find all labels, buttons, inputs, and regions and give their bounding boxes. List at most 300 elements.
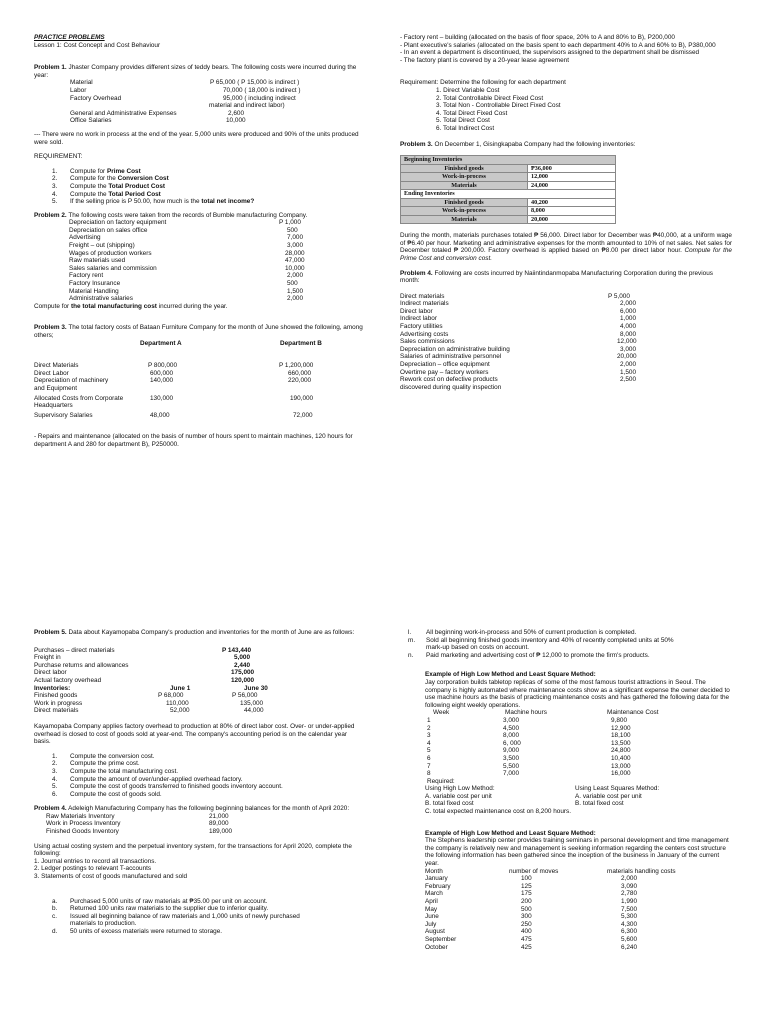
- requirement-item: 5. Total Direct Cost: [436, 117, 490, 125]
- requirement-item: [52, 183, 364, 191]
- expected-cost-item: C. total expected maintenance cost on 8,200 hours.: [425, 808, 572, 816]
- problem-4b-step: 2. Ledger postings to relevant T-accounts: [34, 865, 152, 873]
- dept-a-value: 600,000: [150, 369, 174, 377]
- inventory-label: Work in progress: [34, 699, 83, 707]
- beginning-inventories-header: Beginning Inventories: [401, 156, 616, 165]
- month-cell: October: [425, 943, 448, 951]
- week-cell: 5: [427, 747, 431, 755]
- cost-row: [34, 669, 364, 677]
- cost-value: 2,000: [620, 300, 636, 308]
- cost-value: 2,000: [620, 361, 636, 369]
- june-30-value: P 56,000: [232, 692, 258, 700]
- example-2-paragraph: The Stephens leadership center provides training seminars in personal development and time management the company is relatively new and management is seeking information regarding the centers cost structure the following information has been gathered since the inception of the business in January of the current year.: [425, 837, 729, 868]
- cost-value: 10,000: [226, 117, 246, 125]
- june-1-value: P 68,000: [158, 692, 184, 700]
- item-bold: total net income?: [201, 198, 255, 206]
- month-cell: March: [425, 890, 443, 898]
- transaction-item: [52, 920, 364, 928]
- dept-a-value: 48,000: [150, 411, 170, 419]
- item-letter: b.: [52, 905, 58, 913]
- table-row: [425, 725, 732, 733]
- cost-row: [400, 300, 732, 308]
- item-number: 2.: [52, 760, 58, 768]
- requirement-item: 1. Direct Variable Cost: [436, 86, 500, 94]
- requirement-item: [52, 768, 364, 776]
- item-number: 5.: [52, 783, 58, 791]
- dept-b-value: 72,000: [293, 411, 313, 419]
- item-text: Compute for the: [70, 175, 118, 183]
- cost-label: Overtime pay – factory workers: [400, 368, 489, 376]
- moves-cell: 300: [521, 913, 532, 921]
- cost-value: 3,000: [620, 345, 636, 353]
- table-row: [34, 362, 364, 370]
- june-30-header: June 30: [244, 684, 268, 692]
- cost-cell: 4,300: [621, 920, 637, 928]
- item-letter: l.: [408, 629, 412, 636]
- problem-4b-heading: Problem 4.: [34, 805, 67, 813]
- cost-label: Direct labor: [400, 307, 433, 315]
- item-text: Sold all beginning finished goods inventory and 40% of recently completed units at 50%: [426, 636, 674, 644]
- item-letter: c.: [52, 912, 57, 920]
- requirement-item: [52, 791, 364, 799]
- hours-cell: 7,000: [503, 770, 519, 778]
- cost-row: [70, 110, 364, 118]
- item-text: Compute the: [70, 182, 109, 190]
- department-b-header: Department B: [280, 339, 322, 347]
- problem-1-heading: Problem 1.: [34, 64, 67, 72]
- cost-row: [70, 95, 364, 103]
- problem-2-intro: [34, 212, 364, 220]
- hours-cell: 8,000: [503, 732, 519, 740]
- ask-text: Compute for: [34, 302, 71, 310]
- problem-5-heading: Problem 5.: [34, 629, 67, 636]
- problem-4b-text: Adeleigh Manufacturing Company has the following beginning balances for the month of April 2020:: [68, 805, 350, 813]
- item-number: 1.: [52, 752, 58, 760]
- inventory-value: 40,200: [528, 198, 616, 207]
- cost-value: 20,000: [617, 353, 637, 361]
- cost-row: [400, 323, 732, 331]
- problem-5-paragraph: Kayamopaba Company applies factory overhead to production at 80% of direct labor cost. Over- or under-applied overhead is closed to cost of goods sold at year-end. The company's accounting period is on the calendar year basis.: [34, 722, 355, 746]
- item-text: mark-up based on costs on account.: [426, 644, 530, 652]
- item-bold: Conversion Cost: [117, 175, 169, 183]
- inventories-header: [34, 685, 364, 693]
- cost-cell: 16,000: [611, 770, 631, 778]
- column-header: Month: [425, 867, 443, 875]
- inventory-value: ₱36,000: [528, 164, 616, 173]
- problem-2-costs: [69, 219, 364, 303]
- inventory-label: Work-in-process: [401, 173, 528, 182]
- left-top-column: [34, 34, 364, 449]
- cost-value: 12,000: [617, 338, 637, 346]
- requirement-item: [52, 753, 364, 761]
- inventories-table: [400, 155, 616, 224]
- cost-label: Depreciation on factory equipment: [69, 219, 167, 227]
- cost-label: Material Handling: [69, 287, 119, 295]
- table-row: [401, 215, 616, 224]
- moves-cell: 125: [521, 882, 532, 890]
- problem-3-text: The total factory costs of Bataan Furniture Company for the month of June showed the following, among others;: [34, 324, 363, 339]
- balance-value: 21,000: [209, 812, 229, 820]
- moves-cell: 500: [521, 905, 532, 913]
- cost-value: P 1,000: [279, 219, 301, 227]
- cost-value: 120,000: [231, 676, 255, 684]
- problem-5-intro: [34, 629, 364, 637]
- transaction-item: [408, 637, 732, 645]
- item-text: materials to production.: [70, 920, 137, 928]
- ask-bold: the total manufacturing cost: [70, 302, 157, 310]
- cost-cell: 13,500: [611, 739, 631, 747]
- june-1-value: 110,000: [166, 699, 189, 707]
- cost-label: Salaries of administrative personnel: [400, 353, 502, 361]
- inventory-row: [34, 700, 364, 708]
- june-30-value: 44,000: [244, 707, 264, 715]
- method-row: [425, 800, 732, 808]
- cost-label: Depreciation – office equipment: [400, 361, 490, 369]
- item-letter: n.: [408, 651, 414, 659]
- problem-5-costs: [34, 647, 364, 715]
- item-text: Purchased 5,000 units of raw materials at ₱35.00 per unit on account.: [70, 897, 268, 905]
- right-top-column: [400, 34, 732, 391]
- dept-a-value: 140,000: [150, 377, 174, 385]
- problem-4b-step: 3. Statements of cost of goods manufactured and sold: [34, 873, 188, 881]
- cost-row: [69, 272, 364, 280]
- item-text: Returned 100 units raw materials to the supplier due to inferior quality.: [70, 905, 269, 913]
- cost-cell: 10,400: [611, 754, 631, 762]
- moves-cell: 100: [521, 875, 532, 883]
- dept-b-value: 190,000: [290, 394, 314, 402]
- cost-cell: 2,780: [621, 890, 637, 898]
- hours-cell: 5,500: [503, 762, 519, 770]
- table-row: [425, 875, 732, 883]
- item-text: Compute the cost of goods sold.: [70, 790, 162, 798]
- cost-label: Factory rent: [69, 272, 104, 280]
- week-cell: 6: [427, 754, 431, 762]
- table-row: [401, 190, 616, 199]
- problem-4b-paragraph: Using actual costing system and the perpetual inventory system, for the transactions for April 2020, complete the following:: [34, 842, 352, 858]
- table-row: [425, 944, 732, 952]
- cost-value: 70,000 ( 18,000 is indirect ): [223, 86, 301, 94]
- requirement-item: [52, 783, 364, 791]
- moves-cell: 175: [521, 890, 532, 898]
- table-row: [401, 207, 616, 216]
- cost-value: 6,000: [620, 307, 636, 315]
- inventory-row: [34, 707, 364, 715]
- method-row: [425, 785, 732, 793]
- table-row: [34, 377, 364, 385]
- requirement-title: Requirement: Determine the following for each department: [400, 79, 566, 87]
- table-row: [401, 156, 616, 165]
- cost-row: [70, 79, 364, 87]
- moves-cell: 475: [521, 935, 532, 943]
- cost-row: [34, 647, 364, 655]
- table-row: [34, 402, 364, 410]
- cost-row: [69, 234, 364, 242]
- cost-value: 7,000: [287, 234, 303, 242]
- cost-value: 500: [287, 280, 298, 288]
- cost-value: 10,000: [285, 264, 305, 272]
- cost-value: 95,000 ( including indirect: [223, 94, 296, 102]
- cost-value: material and indirect labor): [209, 102, 285, 110]
- cost-label: Administrative salaries: [69, 295, 133, 303]
- row-label: Allocated Costs from Corporate: [34, 394, 124, 402]
- balance-value: 189,000: [209, 828, 233, 836]
- hours-cell: 3,500: [503, 754, 519, 762]
- cost-label: Factory Insurance: [69, 280, 121, 288]
- cost-cell: 18,100: [611, 732, 631, 740]
- moves-cell: 200: [521, 898, 532, 905]
- high-low-item: B. total fixed cost: [425, 800, 474, 808]
- balance-value: 89,000: [209, 820, 229, 828]
- balance-row: [46, 820, 364, 828]
- problem-1-costs: [70, 79, 364, 125]
- cost-value: 28,000: [285, 249, 305, 257]
- cost-value: 2,440: [234, 661, 250, 669]
- row-label: Headquarters: [34, 402, 73, 410]
- item-number: 3.: [52, 767, 58, 775]
- page-title: PRACTICE PROBLEMS: [34, 34, 105, 41]
- method-row: [425, 793, 732, 801]
- cost-label: Factory Overhead: [70, 94, 122, 102]
- cost-value: 5,000: [234, 654, 250, 662]
- cost-label: Factory utilities: [400, 323, 443, 331]
- balance-label: Finished Goods Inventory: [46, 828, 119, 836]
- hours-cell: 9,000: [503, 747, 519, 755]
- week-cell: 4: [427, 739, 431, 747]
- problem-4a-intro: [400, 270, 732, 285]
- inventory-label: Direct materials: [34, 707, 79, 715]
- cost-value: 1,500: [620, 368, 636, 376]
- balance-row: [46, 813, 364, 821]
- row-label: and Equipment: [34, 384, 77, 392]
- item-number: 6.: [52, 790, 58, 798]
- problem-1-text: Jhaster Company provides different sizes of teddy bears. The following costs were incurred during the year:: [34, 64, 357, 79]
- problem-4b-step: 1. Journal entries to record all transactions.: [34, 857, 157, 865]
- table-row: [425, 770, 732, 778]
- example-2-header: [425, 868, 732, 876]
- table-row: [425, 906, 732, 914]
- example-2-heading: Example of High Low Method and Least Square Method:: [425, 829, 596, 837]
- requirement-item: [52, 168, 364, 176]
- row-label: Direct Labor: [34, 369, 69, 377]
- cost-value: P 65,000 ( P 15,000 is indirect ): [210, 79, 300, 87]
- cost-label: Material: [70, 79, 93, 87]
- cost-row: [69, 265, 364, 273]
- cost-label: Direct materials: [400, 292, 445, 300]
- requirement-item: [52, 776, 364, 784]
- cost-label: Indirect labor: [400, 315, 437, 323]
- allocation-note: - Factory rent – building (allocated on the basis of floor space, 20% to A and 80% to B), P200,000: [400, 34, 675, 41]
- cost-value: 47,000: [285, 257, 305, 265]
- cost-row: [34, 662, 364, 670]
- cost-value: 2,000: [287, 295, 303, 303]
- item-text: Compute the prime cost.: [70, 760, 140, 768]
- cost-value: 175,000: [231, 669, 255, 677]
- cost-cell: 1,990: [621, 898, 637, 905]
- cost-row: [69, 280, 364, 288]
- allocation-note: - In an event a department is discontinued, the supervisors assigned to the department shall be dismissed: [400, 49, 700, 57]
- department-headers: [34, 340, 364, 348]
- inventories-title: Inventories:: [34, 684, 71, 692]
- cost-row: [400, 376, 732, 384]
- cost-value: P 143,440: [222, 646, 252, 654]
- problem-2-heading: Problem 2.: [34, 211, 67, 219]
- problem-3b-paragraph: [400, 232, 732, 262]
- cost-row: [34, 654, 364, 662]
- example-1: [425, 671, 732, 951]
- example-1-heading: Example of High Low Method and Least Square Method:: [425, 671, 596, 679]
- item-number: 3.: [52, 182, 58, 190]
- requirement-item: 3. Total Non - Controllable Direct Fixed Cost: [436, 102, 561, 110]
- month-cell: January: [425, 875, 448, 883]
- table-row: [425, 732, 732, 740]
- cost-row: [34, 677, 364, 685]
- paragraph-text: During the month, materials purchases totaled ₱ 56,000. Direct labor for December was ₱40,000, at a uniform wage of ₱6.40 per hour. Marketing and administrative expenses for the month amounted to 10% of net sales. Net sales for December totaled ₱ 200,000. Factory overhead is applied based on ₱8.00 per direct labor hour.: [400, 232, 732, 255]
- hours-cell: 4,500: [503, 724, 519, 732]
- cost-cell: 3,090: [621, 882, 637, 890]
- problem-3-table: [34, 362, 364, 419]
- moves-cell: 425: [521, 943, 532, 951]
- cost-label: Wages of production workers: [69, 249, 152, 257]
- cost-row: [69, 257, 364, 265]
- item-text: Compute the cost of goods transferred to finished goods inventory account.: [70, 783, 283, 791]
- table-row: [425, 747, 732, 755]
- item-number: 4.: [52, 775, 58, 783]
- moves-cell: 250: [521, 920, 532, 928]
- problem-3-intro: [34, 324, 364, 339]
- example-1-header: [425, 709, 732, 717]
- month-cell: September: [425, 935, 457, 943]
- cost-cell: 13,000: [611, 762, 631, 770]
- cost-cell: 5,300: [621, 913, 637, 921]
- june-1-header: June 1: [170, 684, 191, 692]
- column-header: Week: [433, 709, 450, 717]
- cost-row: [400, 338, 732, 346]
- item-number: 5.: [52, 198, 58, 206]
- problem-2-text: The following costs were taken from the records of Bumble manufacturing Company.: [68, 211, 308, 219]
- inventory-label: Finished goods: [401, 164, 528, 173]
- cost-row: [70, 117, 364, 125]
- cost-row: [400, 369, 732, 377]
- problem-3b-intro: [400, 141, 732, 149]
- problem-1-note: --- There were no work in process at the end of the year. 5,000 units were produced and 90% of the units produced were sold.: [34, 130, 359, 146]
- week-cell: 1: [427, 716, 431, 724]
- cost-cell: 5,600: [621, 935, 637, 943]
- requirement-item: [52, 191, 364, 199]
- table-row: [34, 412, 364, 420]
- cost-value: 8,000: [620, 330, 636, 338]
- cost-label: Rework cost on defective products: [400, 376, 498, 384]
- cost-row: [400, 293, 732, 301]
- week-cell: 2: [427, 724, 431, 732]
- high-low-item: A. variable cost per unit: [425, 792, 492, 800]
- item-text: 50 units of excess materials were returned to storage.: [70, 928, 223, 935]
- column-header: number of moves: [509, 867, 559, 875]
- cost-row: [400, 331, 732, 339]
- cost-row: [70, 102, 364, 110]
- transaction-item: [52, 913, 364, 921]
- cost-row: [69, 250, 364, 258]
- item-text: Compute the conversion cost.: [70, 752, 155, 760]
- month-cell: February: [425, 882, 451, 890]
- ask-text: incurred during the year.: [156, 302, 228, 310]
- week-cell: 7: [427, 762, 431, 770]
- table-row: [425, 898, 732, 906]
- problem-3b-text: On December 1, Gisingkapaba Company had the following inventories:: [434, 140, 636, 148]
- cost-row: [70, 87, 364, 95]
- cost-label: Depreciation on sales office: [69, 226, 148, 234]
- cost-label: Raw materials used: [69, 257, 126, 265]
- high-low-title: Using High Low Method:: [425, 785, 495, 793]
- dept-b-value: P 1,200,000: [279, 362, 314, 370]
- june-30-value: 135,000: [240, 699, 264, 707]
- inventory-value: 24,000: [528, 181, 616, 190]
- table-row: [425, 936, 732, 944]
- cost-value: 1,500: [287, 287, 303, 295]
- month-cell: May: [425, 905, 438, 913]
- cost-row: [69, 219, 364, 227]
- transaction-item: [52, 928, 364, 936]
- column-header: Maintenance Cost: [607, 709, 659, 717]
- item-number: 1.: [52, 167, 58, 175]
- week-cell: 3: [427, 732, 431, 740]
- problem-1-intro: [34, 64, 364, 79]
- table-row: [425, 740, 732, 748]
- month-cell: June: [425, 913, 439, 921]
- problem-4b-transactions: [52, 898, 364, 936]
- row-label: Depreciation of machinery: [34, 377, 109, 385]
- left-bottom-column: [34, 629, 364, 936]
- problem-4a-text: Following are costs incurred by Naiintindanmopaba Manufacturing Corporation during the previous month:: [400, 269, 713, 285]
- transaction-item: [52, 905, 364, 913]
- item-text: Issued all beginning balance of raw materials and 1,000 units of newly purchased: [70, 912, 300, 920]
- dept-b-value: 220,000: [288, 377, 312, 385]
- cost-cell: 2,000: [621, 875, 637, 883]
- item-bold: Total Product Cost: [108, 182, 166, 190]
- cost-label: Advertising: [69, 234, 101, 242]
- hours-cell: 3,000: [503, 716, 519, 724]
- item-number: 4.: [52, 190, 58, 198]
- cost-cell: 24,800: [611, 747, 631, 755]
- cost-label: Purchase returns and allowances: [34, 661, 129, 669]
- cost-cell: 7,500: [621, 905, 637, 913]
- right-bottom-column: [400, 629, 732, 951]
- least-squares-item: B. total fixed cost: [575, 800, 624, 808]
- moves-cell: 400: [521, 928, 532, 936]
- requirement-item: 6. Total Indirect Cost: [436, 124, 495, 132]
- june-1-value: 52,000: [170, 707, 190, 715]
- cost-row: [69, 227, 364, 235]
- balance-row: [46, 828, 364, 836]
- cost-label: Freight – out (shipping): [69, 242, 135, 250]
- table-row: [425, 913, 732, 921]
- allocation-note: - The factory plant is covered by a 20-year lease agreement: [400, 56, 569, 64]
- table-row: [34, 385, 364, 393]
- inventory-label: Work-in-process: [401, 207, 528, 216]
- transaction-item: [408, 644, 732, 652]
- inventory-label: Materials: [401, 181, 528, 190]
- hours-cell: 6, 000: [503, 739, 521, 747]
- item-text: Compute for: [70, 167, 107, 175]
- column-header: materials handling costs: [607, 867, 676, 875]
- cost-label: discovered during quality inspection: [400, 383, 502, 391]
- week-cell: 8: [427, 770, 431, 778]
- table-row: [425, 763, 732, 771]
- item-letter: a.: [52, 897, 58, 905]
- lesson-title: Lesson 1: Cost Concept and Cost Behaviour: [34, 41, 161, 49]
- table-row: [401, 164, 616, 173]
- item-text: Paid marketing and advertising cost of ₱ 12,000 to promote the firm's products.: [426, 651, 650, 659]
- cost-label: Purchases – direct materials: [34, 646, 115, 654]
